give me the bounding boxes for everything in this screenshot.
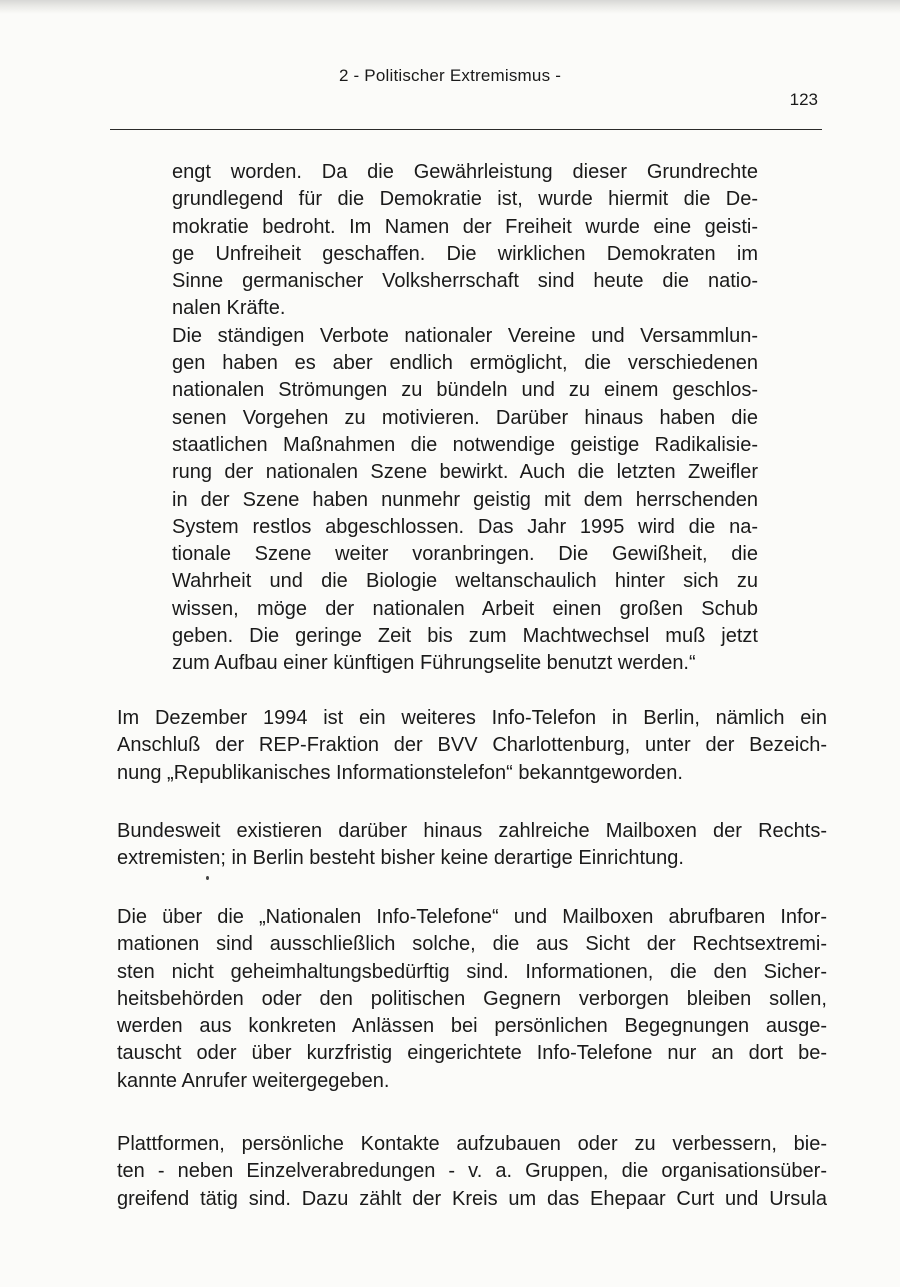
body-line: mationen sind ausschließlich solche, die aus Sicht der Rechtsextremi-	[117, 933, 827, 956]
quote-line: zum Aufbau einer künftigen Führungselite benutzt werden.“	[172, 652, 696, 675]
body-line: ten - neben Einzelverabredungen - v. a. Gruppen, die organisationsüber-	[117, 1160, 827, 1183]
quote-line: tionale Szene weiter voranbringen. Die Gewißheit, die	[172, 543, 758, 566]
body-line: nung „Republikanisches Informationstelefon“ bekanntgeworden.	[117, 761, 683, 784]
body-line: Plattformen, persönliche Kontakte aufzubauen oder zu verbessern, bie-	[117, 1133, 827, 1155]
quote-line: gen haben es aber endlich ermöglicht, die verschiedenen	[172, 352, 758, 375]
body-line: Bundesweit existieren darüber hinaus zahlreiche Mailboxen der Rechts-	[117, 820, 827, 842]
quote-line: rung der nationalen Szene bewirkt. Auch die letzten Zweifler	[172, 461, 758, 484]
body-line: greifend tätig sind. Dazu zählt der Kreis um das Ehepaar Curt und Ursula	[117, 1187, 827, 1210]
quote-line: in der Szene haben nunmehr geistig mit dem herrschenden	[172, 488, 758, 511]
quote-line: Sinne germanischer Volksherrschaft sind heute die natio-	[172, 270, 758, 293]
quote-line: nalen Kräfte.	[172, 297, 286, 320]
quote-line: engt worden. Da die Gewährleistung dieser Grundrechte	[172, 161, 758, 183]
body-line: heitsbehörden oder den politischen Gegnern verborgen bleiben sollen,	[117, 987, 827, 1010]
body-line: kannte Anrufer weitergegeben.	[117, 1069, 390, 1092]
quote-line: nationalen Strömungen zu bündeln und zu einem geschlos-	[172, 379, 758, 402]
quote-line: staatlichen Maßnahmen die notwendige geistige Radikalisie-	[172, 433, 758, 456]
body-line: extremisten; in Berlin besteht bisher keine derartige Einrichtung.	[117, 847, 684, 870]
quote-line: geben. Die geringe Zeit bis zum Machtwechsel muß jetzt	[172, 625, 758, 648]
quote-line: mokratie bedroht. Im Namen der Freiheit wurde eine geisti-	[172, 215, 758, 238]
body-line: tauscht oder über kurzfristig eingerichtete Info-Telefone nur an dort be-	[117, 1042, 827, 1065]
body-paragraph-info-telefon	[117, 705, 827, 787]
page-number: 123	[789, 90, 818, 109]
body-line: werden aus konkreten Anlässen bei persönlichen Begegnungen ausge-	[117, 1015, 827, 1038]
body-line: Im Dezember 1994 ist ein weiteres Info-Telefon in Berlin, nämlich ein	[117, 707, 827, 729]
quote-line: ge Unfreiheit geschaffen. Die wirklichen Demokraten im	[172, 242, 758, 265]
quoted-text-block	[172, 159, 758, 678]
body-line: Die über die „Nationalen Info-Telefone“ und Mailboxen abrufbaren Infor-	[117, 906, 827, 928]
quote-line: Die ständigen Verbote nationaler Vereine und Versammlun-	[172, 324, 758, 347]
body-paragraph-mailboxen	[117, 818, 827, 873]
quote-line: wissen, möge der nationalen Arbeit einen großen Schub	[172, 597, 758, 620]
body-paragraph-plattformen	[117, 1131, 827, 1213]
quote-line: senen Vorgehen zu motivieren. Darüber hinaus haben die	[172, 406, 758, 429]
quote-line: Wahrheit und die Biologie weltanschaulich hinter sich zu	[172, 570, 758, 593]
body-line: sten nicht geheimhaltungsbedürftig sind. Informationen, die den Sicher-	[117, 960, 827, 983]
scan-speck	[206, 876, 209, 880]
body-line: Anschluß der REP-Fraktion der BVV Charlottenburg, unter der Bezeich-	[117, 734, 827, 757]
body-paragraph-informationen	[117, 904, 827, 1095]
quote-line: System restlos abgeschlossen. Das Jahr 1995 wird die na-	[172, 515, 758, 538]
quote-line: grundlegend für die Demokratie ist, wurde hiermit die De-	[172, 188, 758, 211]
scan-edge-shadow	[0, 0, 900, 14]
running-header-title: 2 - Politischer Extremismus -	[338, 66, 562, 85]
header-rule	[110, 129, 822, 130]
